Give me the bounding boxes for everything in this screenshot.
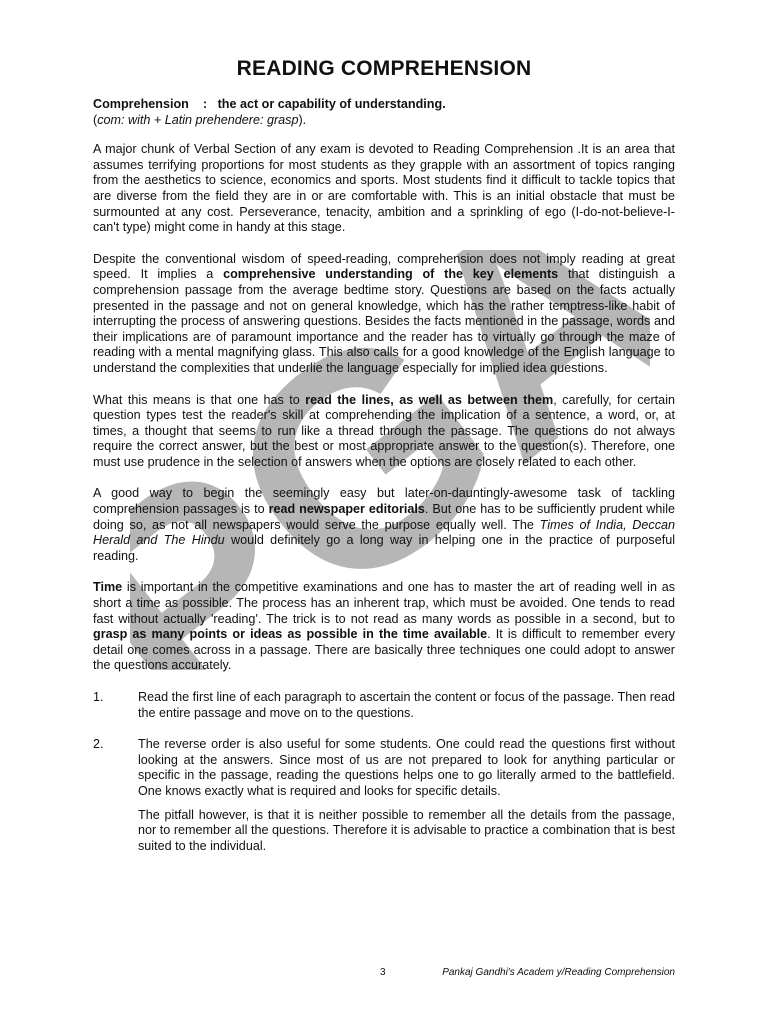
- list-item-text: The reverse order is also useful for some students. One could read the questions first without looking at the answers. Since most of us are not prepared to look for anything particular or specific in the passage, reading the questions helps one to go literally armed to the battlefield. One knows exactly what is required and looks for specific details.: [138, 737, 675, 798]
- paragraph-2-text: Despite the conventional wisdom of speed-reading, comprehension does not imply reading at great speed. It implies a: [93, 251, 675, 282]
- list-item-body: [138, 690, 675, 721]
- list-item-text: The pitfall however, is that it is neither possible to remember all the details from the passage, nor to remember all the questions. Therefore it is advisable to practice a combination that is best suited to the individual.: [138, 807, 675, 853]
- paragraph-2: [93, 252, 675, 377]
- list-item-text: Read the first line of each paragraph to ascertain the content or focus of the passage. Then read the entire passage and move on to the questions.: [138, 690, 675, 720]
- paragraph-3: [93, 393, 675, 471]
- paragraph-5-emphasis: grasp as many points or ideas as possible in the time available: [93, 627, 488, 642]
- paragraph-5-text: is important in the competitive examinations and one has to master the art of reading well in as short a time as possible. The process has an inherent trap, which must be avoided. One tends to read fast without actually 'reading'. The trick is to not read as many words as possible in a second, but to: [93, 580, 675, 626]
- paragraph-4: [93, 486, 675, 564]
- definition-block: Comprehension : the act or capability of understanding. (com: with + Latin prehendere: grasp).: [93, 97, 446, 127]
- document-body: [93, 56, 675, 870]
- watermark-text: PGA: [130, 250, 650, 670]
- paragraph-5-text-end: . It is difficult to remember every detail one comes across in a passage. There are basically three techniques one could adopt to answer the questions accurately.: [93, 627, 675, 673]
- page-title: READING COMPREHENSION: [236, 57, 532, 80]
- paragraph-4-newspapers: Times of India, Deccan Herald and The Hindu: [93, 517, 675, 548]
- paragraph-3-text-end: , carefully, for certain question types test the reader's skill at comprehending the implication of a sentence, a word, or, at times, a thought that seems to run like a thread through the passage. The questions do not always require the correct answer, but the best or most appropriate answer to the question(s). Therefore, one must use prudence in the selection of answers when the options are closely related to each other.: [93, 392, 675, 469]
- definition-etymology: com: with + Latin prehendere: grasp: [97, 112, 299, 127]
- page-number: 3: [380, 967, 386, 978]
- paragraph-4-text-middle: . But one has to be sufficiently prudent while doing so, as not all newspapers would serve the purpose equally well. The: [93, 502, 675, 532]
- paragraph-3-text: What this means is that one has to: [93, 392, 306, 407]
- paragraph-1: [93, 142, 675, 236]
- paragraph-4-text-end: would definitely go a long way in helping one in the practice of purposeful reading.: [93, 533, 675, 563]
- paragraph-1-text: A major chunk of Verbal Section of any exam is devoted to Reading Comprehension .It is an area that assumes terrifying proportions for most students as they grapple with an assortment of topics ranging from the aesthetics to science, economics and sports. Most students find it difficult to tackle topics that are diverse from the field they are in or are comfortable with. This is an initial obstacle that must be surmounted at any cost. Perseverance, tenacity, ambition and a sprinkling of ego (I-do-not-believe-I-can't type) might come in handy at this stage.: [93, 142, 675, 235]
- paragraph-4-emphasis: read newspaper editorials: [268, 502, 425, 517]
- paragraph-4-text: A good way to begin the seemingly easy but later-on-dauntingly-awesome task of tackling comprehension passages is to: [93, 486, 675, 517]
- definition-meaning: the act or capability of understanding.: [217, 97, 446, 111]
- paragraph-5-lead-word: Time: [93, 580, 123, 595]
- list-item: [93, 690, 675, 721]
- paragraph-2-emphasis: comprehensive understanding of the key elements: [223, 267, 559, 282]
- page-footer: [93, 965, 675, 981]
- paragraph-3-emphasis: read the lines, as well as between them: [305, 392, 554, 407]
- list-item-number: 2.: [93, 737, 104, 752]
- list-item-number: 1.: [93, 690, 104, 704]
- definition-term: Comprehension: [93, 97, 189, 111]
- list-item-body: [138, 737, 675, 854]
- footer-source: Pankaj Gandhi's Academ y/Reading Comprehension: [442, 967, 675, 978]
- paragraph-2-text-end: that distinguish a comprehension passage from the average bedtime story. Questions are based on the facts actually presented in the passage and not on general knowledge, which has the rather temptress-like habit of interrupting the process of answering questions. Besides the facts mentioned in the passage, words and their implications are of paramount importance and the reader has to virtually go through the maze of reading with a mental magnifying glass. This also calls for a good knowledge of the English language to understand the complexities that underlie the language especially for implied idea questions.: [93, 267, 676, 375]
- definition-separator: :: [202, 97, 208, 111]
- list-item: [93, 737, 675, 854]
- technique-list: [93, 690, 675, 854]
- paragraph-5: [93, 580, 675, 674]
